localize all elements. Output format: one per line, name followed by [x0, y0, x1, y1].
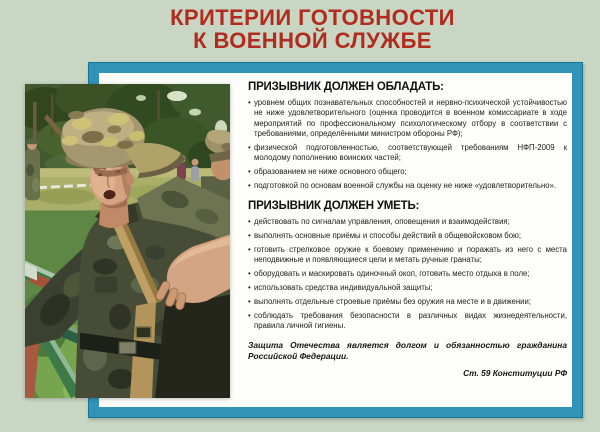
list-item-text: использовать средства индивидуальной защиты;	[254, 283, 433, 293]
title-line-1: КРИТЕРИИ ГОТОВНОСТИ	[170, 5, 455, 30]
list-item	[248, 98, 567, 139]
bullet-marker: •	[248, 142, 251, 152]
bullet-marker: •	[248, 217, 251, 227]
bullet-marker: •	[248, 167, 251, 177]
belt-buckle	[119, 342, 136, 354]
list-item	[248, 217, 567, 227]
section-heading-able: ПРИЗЫВНИК ДОЛЖЕН УМЕТЬ:	[248, 200, 420, 213]
constitution-statement: Защита Отечества является долгом и обязанностью гражданина Российской Федерации.	[248, 339, 567, 361]
bullet-marker: •	[248, 283, 251, 293]
list-item	[248, 167, 567, 177]
bullet-marker: •	[248, 231, 251, 241]
list-item-text: оборудовать и маскировать одиночный окоп, готовить место отдыха в поле;	[254, 269, 530, 279]
bullet-marker: •	[248, 245, 251, 255]
list-item-text: действовать по сигналам управления, оповещения и взаимодействия;	[254, 217, 510, 227]
list-item	[248, 283, 567, 293]
dark-gear	[155, 295, 230, 398]
list-item-text: готовить стрелковое оружие к боевому применению и поражать из него с места неподвижные и появляющиеся цели и метать ручные гранаты;	[254, 245, 567, 265]
title-line-2: К ВОЕННОЙ СЛУЖБЕ	[193, 27, 432, 53]
text-column	[248, 81, 567, 378]
section-must-be-able	[248, 200, 567, 331]
bullet-marker: •	[248, 310, 251, 320]
list-item	[248, 143, 567, 164]
section-heading-possess: ПРИЗЫВНИК ДОЛЖЕН ОБЛАДАТЬ:	[248, 81, 444, 93]
bullet-marker: •	[248, 297, 251, 307]
soldier-photo	[25, 84, 230, 398]
list-item-text: физической подготовленностью, соответствующей требованиям НФП-2009 к молодому пополнению воинских частей;	[254, 142, 567, 163]
list-item-text: соблюдать требования безопасности в различных видах жизнедеятельности, правила личной гигиены.	[254, 310, 567, 331]
soldier-photo-graphic	[25, 84, 230, 398]
requirements-list-possess	[248, 98, 567, 191]
list-item-text: выполнять отдельные строевые приёмы без оружия на месте и в движении;	[254, 297, 532, 307]
list-item	[248, 297, 567, 307]
list-item	[248, 231, 567, 241]
list-item	[248, 269, 567, 279]
list-item	[248, 245, 567, 266]
bullet-marker: •	[248, 269, 251, 279]
list-item-text: подготовкой по основам военной службы на оценку не ниже «удовлетворительно».	[254, 181, 557, 191]
list-item-text: уровнем общих познавательных способностей и нервно-психической устойчивостью не ниже удовлетворительного (оценка проводится в военном комиссариате в ходе мероприятий по профессиональному психологическому отбору в соответствии с требованиями, определёнными министром обороны РФ);	[254, 98, 567, 139]
constitution-citation: Ст. 59 Конституции РФ	[463, 368, 567, 379]
bullet-marker: •	[248, 98, 251, 107]
section-must-possess	[248, 81, 567, 191]
list-item	[248, 181, 567, 191]
bullet-marker: •	[248, 181, 251, 191]
requirements-list-able	[248, 217, 567, 331]
list-item-text: образованием не ниже основного общего;	[254, 167, 407, 177]
list-item	[248, 311, 567, 332]
list-item-text: выполнять основные приёмы и способы действий в общевойсковом бою;	[254, 231, 522, 241]
slide-title	[25, 7, 600, 53]
